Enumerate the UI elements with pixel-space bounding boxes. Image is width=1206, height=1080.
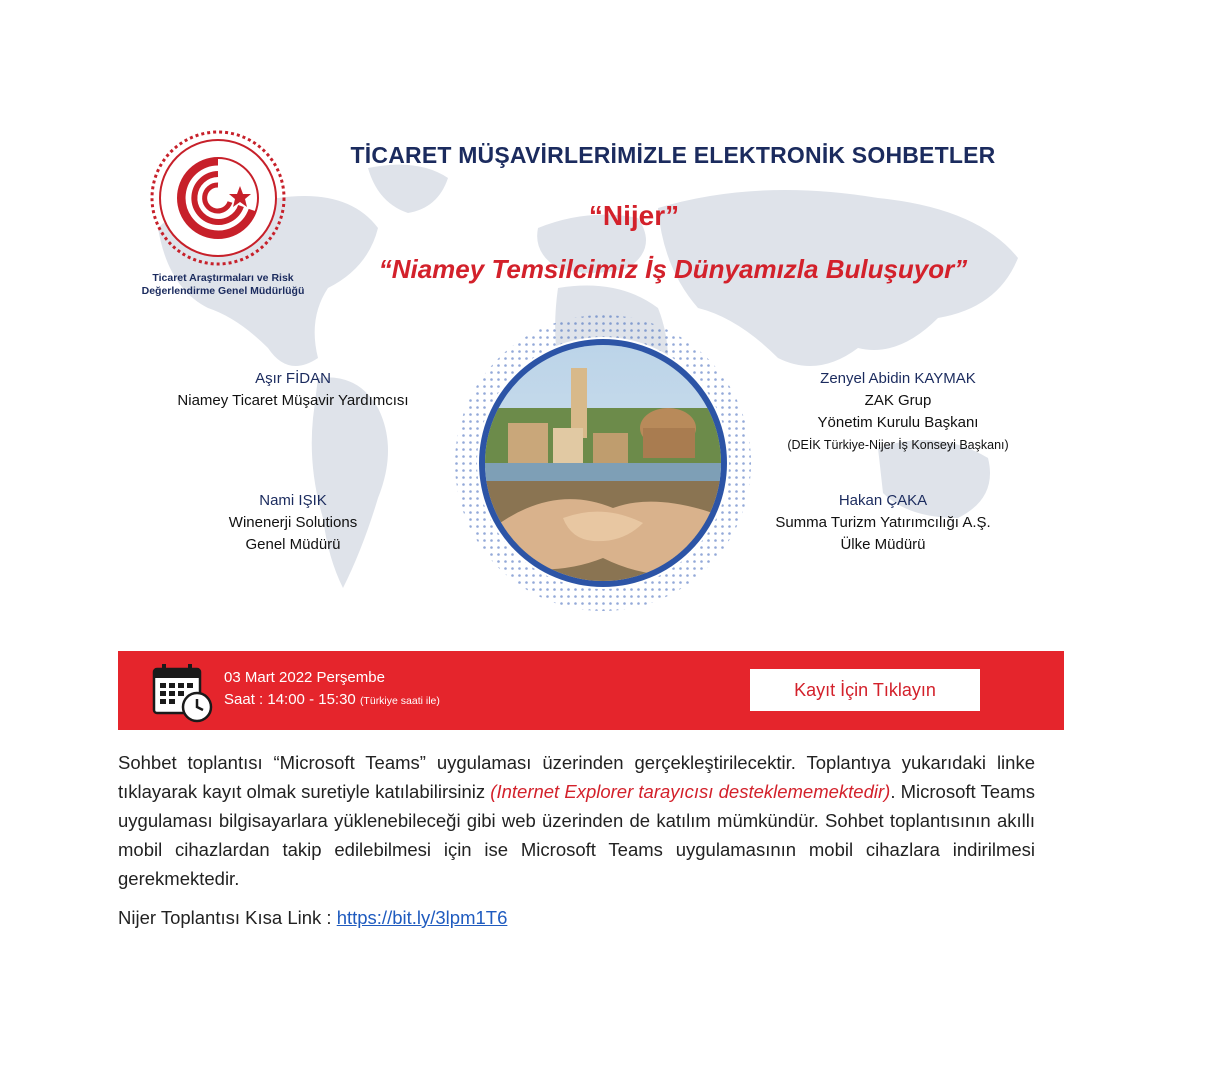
short-link-label: Nijer Toplantısı Kısa Link : [118,907,337,928]
event-banner [118,118,1064,730]
meeting-description [118,748,1035,893]
event-time-note: (Türkiye saati ile) [359,695,440,707]
event-time-line [224,689,440,712]
browser-note: (Internet Explorer tarayıcısı desteklememektedir) [490,781,891,802]
short-link-line [118,907,507,929]
speaker-company: Summa Turizm Yatırımcılığı A.Ş. [775,514,991,531]
banner-headline: TİCARET MÜŞAVİRLERİMİZLE ELEKTRONİK SOHBETLER [350,142,996,168]
speaker-name: Zenyel Abidin KAYMAK [820,370,976,387]
logo-caption [128,272,318,298]
speaker-card [738,368,1058,456]
description-text-1: Sohbet toplantısı “Microsoft Teams” uygulaması üzerinden gerçekleştirilecektir. Toplantıya yukarıdaki linke tıklayarak kayıt olmak suretiyle katılabilirsiniz [118,752,1035,802]
event-subtitle: “Niamey Temsilcimiz İş Dünyamızla Buluşuyor” [378,254,968,284]
calendar-clock-icon [152,663,214,723]
speaker-card [138,368,448,412]
speaker-card [728,490,1038,556]
register-button[interactable]: Kayıt İçin Tıklayın [750,669,980,711]
speaker-role: Yönetim Kurulu Başkanı [817,414,979,431]
country-title: “Nijer” [588,200,680,231]
speaker-role: Ülke Müdürü [840,536,926,553]
event-info-bar [118,651,1064,730]
short-link[interactable]: https://bit.ly/3lpm1T6 [336,907,508,928]
event-datetime [224,667,440,712]
speaker-company: ZAK Grup [864,392,932,409]
speaker-name: Hakan ÇAKA [838,492,928,509]
event-time: Saat : 14:00 - 15:30 [224,691,356,708]
description-paragraph [118,748,1035,893]
logo-caption-line-2: Değerlendirme Genel Müdürlüğü [141,285,305,297]
speaker-company: Winenerji Solutions [228,514,358,531]
ministry-logo [148,128,288,268]
speaker-extra: (DEİK Türkiye-Nijer İş Konseyi Başkanı) [787,438,1009,452]
city-handshake-photo [453,313,753,613]
speaker-name: Aşır FİDAN [255,370,331,387]
speaker-name: Nami IŞIK [259,492,327,509]
description-text-2: . Microsoft Teams uygulaması bilgisayarlara yüklenebileceği gibi web üzerinden de katılım mümkündür. Sohbet toplantısının akıllı mobil cihazlardan takip edilebilmesi için ise Microsoft Teams uygulamasının mobil cihazlara indirilmesi gerekmektedir. [118,781,1035,889]
speaker-role: Niamey Ticaret Müşavir Yardımcısı [177,392,409,409]
speaker-card [138,490,448,556]
speaker-role: Genel Müdürü [245,536,341,553]
logo-caption-line-1: Ticaret Araştırmaları ve Risk [152,272,294,284]
event-date: 03 Mart 2022 Perşembe [224,669,385,686]
